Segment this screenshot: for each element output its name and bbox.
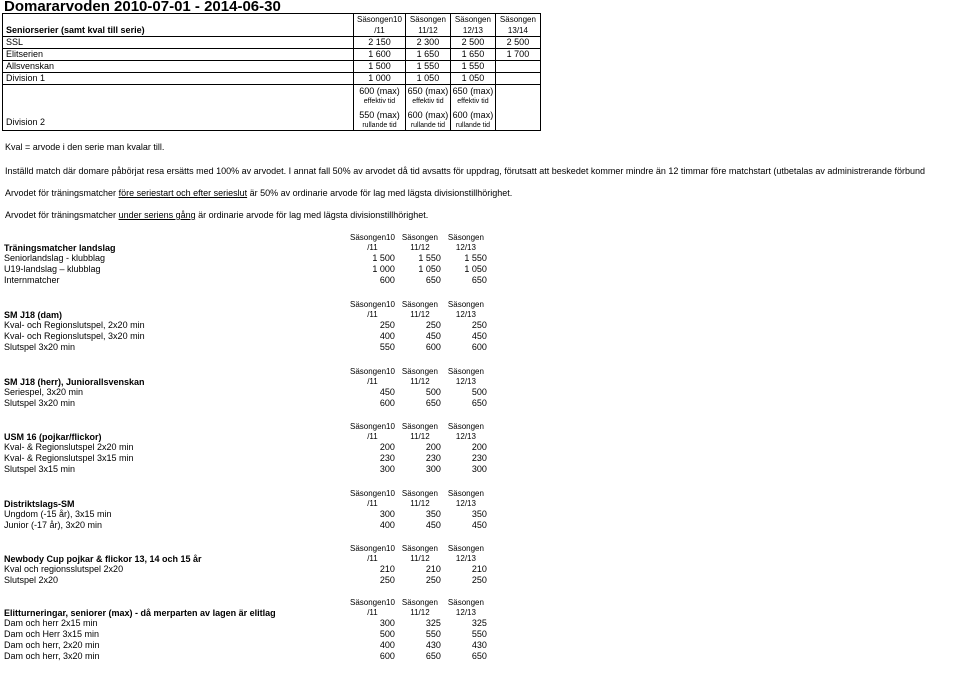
table-row <box>2 331 489 342</box>
fee-value: 325 <box>471 618 487 628</box>
fee-section-table <box>2 422 489 475</box>
table-row <box>2 264 489 275</box>
row-label: Dam och Herr 3x15 min <box>4 629 100 639</box>
section-title: SM J18 (herr), Juniorallsvenskan <box>4 377 145 387</box>
training-note-2: Arvodet för träningsmatcher under seriens gång är ordinarie arvode för lag med lägsta divisionstillhörighet. <box>5 210 429 220</box>
training-note-1: Arvodet för träningsmatcher före seriestart och efter serieslut är 50% av ordinarie arvode för lag med lägsta divisionstillhörighet. <box>5 188 513 198</box>
senior-fees-table <box>2 13 541 131</box>
table-row <box>2 618 489 629</box>
fee-value: 300 <box>379 509 395 519</box>
table-row <box>2 342 489 353</box>
row-label: Junior (-17 år), 3x20 min <box>4 520 103 530</box>
fee-value: 250 <box>471 320 487 330</box>
fee-value: 230 <box>379 453 395 463</box>
section-title: USM 16 (pojkar/flickor) <box>4 432 102 442</box>
fee-value: 1 550 <box>464 253 487 263</box>
row-label: U19-landslag – klubblag <box>4 264 101 274</box>
table-row <box>2 640 489 651</box>
row-label: Kval och regionsslutspel 2x20 <box>4 564 124 574</box>
fee-section-table <box>2 233 489 286</box>
fee-value: 1 500 <box>372 253 395 263</box>
row-label: Slutspel 3x20 min <box>4 342 76 352</box>
row-label: Dam och herr, 2x20 min <box>4 640 100 650</box>
table-row <box>2 253 489 264</box>
table-row <box>2 520 489 531</box>
fee-value: 450 <box>425 331 441 341</box>
row-label: Dam och herr, 3x20 min <box>4 651 100 661</box>
fee-value: 400 <box>379 640 395 650</box>
fee-value: 450 <box>471 331 487 341</box>
fee-value: 650 <box>425 275 441 285</box>
row-label: Slutspel 2x20 <box>4 575 59 585</box>
season-header: Säsongen10 /11 <box>350 598 395 617</box>
table-row: Elitserien 1 600 1 650 1 650 1 700 <box>3 49 541 61</box>
fee-value: 300 <box>379 618 395 628</box>
section-title: Seniorserier (samt kval till serie) <box>3 14 354 37</box>
fee-value: 200 <box>425 442 441 452</box>
section-title: Distriktslags-SM <box>4 499 75 509</box>
fee-value: 650 <box>471 651 487 661</box>
fee-value: 600 <box>379 275 395 285</box>
season-header: Säsongen10 /11 <box>350 422 395 441</box>
fee-value: 325 <box>425 618 441 628</box>
row-label: Kval- och Regionslutspel, 3x20 min <box>4 331 145 341</box>
fee-value: 450 <box>425 520 441 530</box>
season-header: Säsongen10 /11 <box>354 14 406 37</box>
fee-section-table <box>2 489 489 531</box>
fee-value: 1 050 <box>464 264 487 274</box>
table-row <box>2 398 489 409</box>
fee-value: 650 <box>471 275 487 285</box>
season-header: Säsongen10 /11 <box>350 233 395 252</box>
season-header: Säsongen 12/13 <box>447 544 484 563</box>
row-label: Ungdom (-15 år), 3x15 min <box>4 509 112 519</box>
fee-value: 430 <box>425 640 441 650</box>
fee-value: 450 <box>471 520 487 530</box>
section-title: SM J18 (dam) <box>4 310 63 320</box>
kval-note: Kval = arvode i den serie man kvalar till. <box>5 142 165 152</box>
table-row <box>2 275 489 286</box>
season-header: Säsongen 12/13 <box>447 367 484 386</box>
fee-value: 210 <box>471 564 487 574</box>
cancelled-match-note: Inställd match där domare påbörjat resa ersätts med 100% av arvodet. I annat fall 50% av arvodet då tid avsatts för uppdrag, förutsatt att beskedet kommer mindre än 12 timmar före matchstart (utbetalas av administrerande förbund <box>5 166 925 176</box>
fee-value: 450 <box>379 387 395 397</box>
fee-value: 200 <box>379 442 395 452</box>
season-header: Säsongen 11/12 <box>401 544 438 563</box>
season-header: Säsongen 11/12 <box>401 300 438 319</box>
fee-value: 1 000 <box>372 264 395 274</box>
section-header-row <box>2 422 489 442</box>
section-header-row <box>2 489 489 509</box>
fee-value: 350 <box>425 509 441 519</box>
table-header-row <box>3 14 541 37</box>
section-header-row <box>2 233 489 253</box>
division2-label: Division 2 <box>3 85 354 131</box>
section-title: Elitturneringar, seniorer (max) - då merparten av lagen är elitlag <box>4 608 276 618</box>
fee-value: 650 <box>425 651 441 661</box>
fee-value: 500 <box>471 387 487 397</box>
table-row <box>2 387 489 398</box>
fee-value: 600 <box>471 342 487 352</box>
row-label: Kval- & Regionslutspel 2x20 min <box>4 442 134 452</box>
fee-value: 550 <box>471 629 487 639</box>
season-header: Säsongen10 /11 <box>350 544 395 563</box>
season-header: Säsongen 12/13 <box>447 233 484 252</box>
fee-value: 210 <box>379 564 395 574</box>
season-header: Säsongen 11/12 <box>401 489 438 508</box>
fee-value: 650 <box>425 398 441 408</box>
table-row <box>2 453 489 464</box>
row-label: Slutspel 3x15 min <box>4 464 76 474</box>
season-header: Säsongen 11/12 <box>401 233 438 252</box>
section-header-row <box>2 544 489 564</box>
fee-value: 250 <box>379 575 395 585</box>
fee-value: 400 <box>379 520 395 530</box>
season-header: Säsongen 11/12 <box>401 422 438 441</box>
fee-value: 250 <box>425 575 441 585</box>
season-header: Säsongen 12/13 <box>450 14 495 37</box>
table-row <box>2 320 489 331</box>
row-label: Dam och herr 2x15 min <box>4 618 98 628</box>
season-header: Säsongen 11/12 <box>405 14 450 37</box>
fee-section-table <box>2 367 489 409</box>
fee-value: 550 <box>425 629 441 639</box>
fee-value: 430 <box>471 640 487 650</box>
season-header: Säsongen10 /11 <box>350 300 395 319</box>
season-header: Säsongen 11/12 <box>401 367 438 386</box>
row-label: Seriespel, 3x20 min <box>4 387 84 397</box>
section-header-row <box>2 300 489 320</box>
row-label: Kval- & Regionslutspel 3x15 min <box>4 453 134 463</box>
fee-section-table <box>2 544 489 586</box>
section-title: Newbody Cup pojkar & flickor 13, 14 och 15 år <box>4 554 202 564</box>
fee-value: 1 550 <box>418 253 441 263</box>
section-header-row <box>2 367 489 387</box>
season-header: Säsongen10 /11 <box>350 367 395 386</box>
fee-value: 1 050 <box>418 264 441 274</box>
fee-value: 210 <box>425 564 441 574</box>
fee-value: 400 <box>379 331 395 341</box>
fee-value: 200 <box>471 442 487 452</box>
row-label: Seniorlandslag - klubblag <box>4 253 106 263</box>
fee-value: 230 <box>471 453 487 463</box>
fee-value: 650 <box>471 398 487 408</box>
fee-value: 500 <box>425 387 441 397</box>
season-header: Säsongen 11/12 <box>401 598 438 617</box>
fee-section-table <box>2 598 489 662</box>
table-row: Allsvenskan 1 500 1 550 1 550 <box>3 61 541 73</box>
fee-value: 300 <box>471 464 487 474</box>
fee-value: 300 <box>425 464 441 474</box>
table-row <box>2 564 489 575</box>
table-row <box>2 509 489 520</box>
season-header: Säsongen 12/13 <box>447 598 484 617</box>
fee-value: 600 <box>379 398 395 408</box>
section-title: Träningsmatcher landslag <box>4 243 116 253</box>
fee-value: 230 <box>425 453 441 463</box>
table-row <box>2 629 489 640</box>
table-row <box>2 651 489 662</box>
fee-section-table <box>2 300 489 353</box>
table-row: Division 1 1 000 1 050 1 050 <box>3 73 541 85</box>
row-label: Slutspel 3x20 min <box>4 398 76 408</box>
season-header: Säsongen 12/13 <box>447 300 484 319</box>
fee-value: 250 <box>379 320 395 330</box>
fee-value: 350 <box>471 509 487 519</box>
fee-value: 250 <box>471 575 487 585</box>
table-row <box>2 575 489 586</box>
fee-value: 500 <box>379 629 395 639</box>
fee-value: 250 <box>425 320 441 330</box>
season-header: Säsongen 13/14 <box>495 14 540 37</box>
season-header: Säsongen 12/13 <box>447 489 484 508</box>
row-label: Internmatcher <box>4 275 60 285</box>
row-label: Kval- och Regionslutspel, 2x20 min <box>4 320 145 330</box>
season-header: Säsongen 12/13 <box>447 422 484 441</box>
table-row-division2: Division 2 600 (max) effektiv tid 550 (max) rullande tid 650 (max) effektiv tid 600 (max) rullande tid 650 (max) effektiv tid 600 (max) rullande tid <box>3 85 541 131</box>
page-title: Domararvoden 2010-07-01 - 2014-06-30 <box>4 0 281 15</box>
table-row: SSL 2 150 2 300 2 500 2 500 <box>3 37 541 49</box>
fee-value: 600 <box>379 651 395 661</box>
fee-value: 550 <box>379 342 395 352</box>
table-row <box>2 464 489 475</box>
season-header: Säsongen10 /11 <box>350 489 395 508</box>
fee-value: 300 <box>379 464 395 474</box>
fee-value: 600 <box>425 342 441 352</box>
table-row <box>2 442 489 453</box>
section-header-row <box>2 598 489 618</box>
